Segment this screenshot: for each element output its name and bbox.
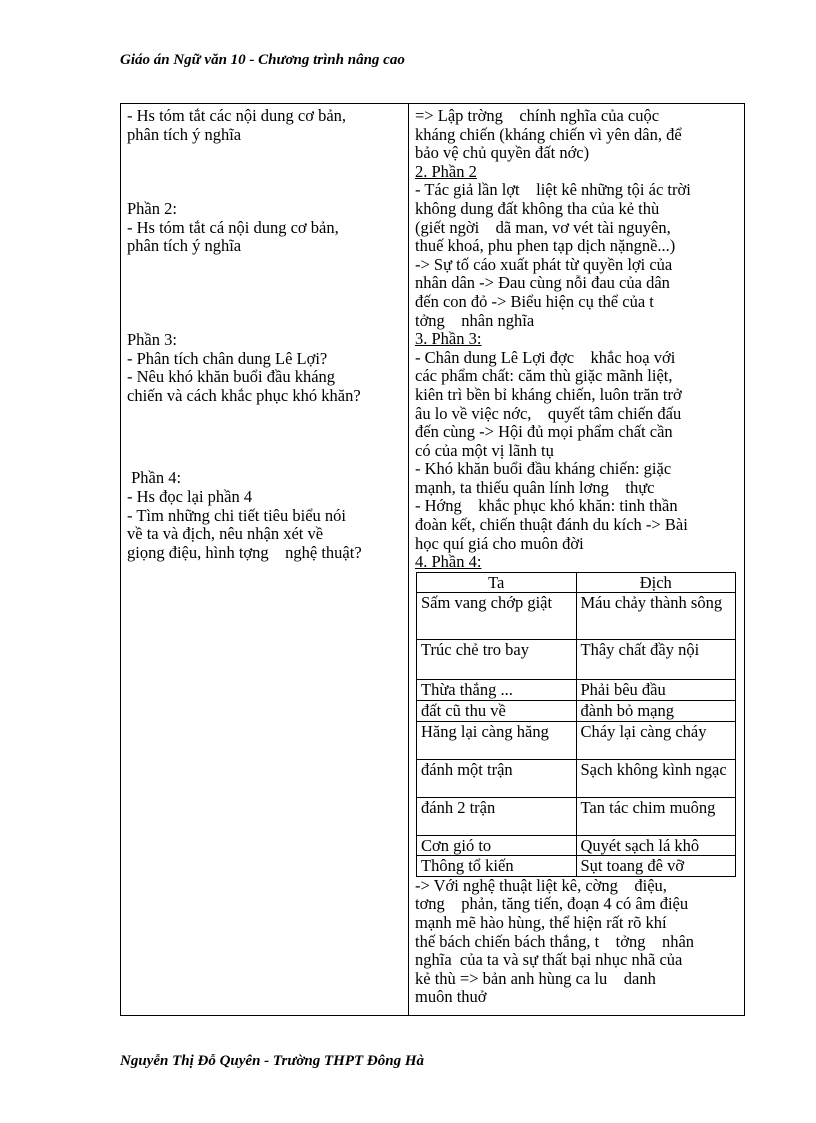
text-line: Phần 4: bbox=[127, 468, 182, 488]
page-footer: Nguyễn Thị Đỗ Quyên - Trường THPT Đông Hà bbox=[120, 1053, 424, 1069]
table-row bbox=[417, 797, 736, 835]
table-cell: Quyét sạch lá khô bbox=[576, 835, 736, 856]
text-line: - Tìm những chi tiết tiêu biểu nói bbox=[127, 505, 346, 525]
text-line: tởng nhân nghĩa bbox=[415, 310, 535, 330]
table-cell: Cháy lại càng cháy bbox=[576, 721, 736, 759]
text-line: giọng điệu, hình tợng nghệ thuật? bbox=[127, 542, 362, 562]
text-line: các phẩm chất: căm thù giặc mãnh liệt, bbox=[415, 366, 673, 386]
text-line: - Hs tóm tắt cá nội dung cơ bản, bbox=[127, 217, 339, 237]
student-content-column bbox=[415, 107, 740, 1007]
left-part1 bbox=[127, 107, 402, 144]
text-line: nghĩa của ta và sự thất bại nhục nhã của bbox=[415, 950, 683, 970]
table-row bbox=[417, 701, 736, 722]
text-line: không dung đất không tha của kẻ thù bbox=[415, 198, 660, 218]
table-cell: Sạch không kình ngạc bbox=[576, 759, 736, 797]
text-line: bảo vệ chủ quyền đất nớc) bbox=[415, 143, 590, 163]
text-line: - Hs đọc lại phần 4 bbox=[127, 486, 253, 506]
table-cell: Cơn gió to bbox=[417, 835, 577, 856]
table-row bbox=[417, 593, 736, 640]
right-part4-conclusion bbox=[415, 877, 740, 1007]
table-row bbox=[417, 721, 736, 759]
table-cell: đánh 2 trận bbox=[417, 797, 577, 835]
text-line: -> Với nghệ thuật liệt kê, cờng điệu, bbox=[415, 875, 667, 895]
text-line: thế bách chiến bách thắng, t tởng nhân bbox=[415, 931, 695, 951]
table-row bbox=[417, 759, 736, 797]
text-line: muôn thuở bbox=[415, 987, 487, 1007]
table-cell: đất cũ thu về bbox=[417, 701, 577, 722]
text-line: Phần 3: bbox=[127, 329, 177, 349]
comparison-table bbox=[416, 572, 736, 877]
text-line: - Hớng khắc phục khó khăn: tinh thần bbox=[415, 496, 678, 516]
text-line: -> Sự tố cáo xuất phát từ quyền lợi của bbox=[415, 254, 673, 274]
table-cell: Hăng lại càng hăng bbox=[417, 721, 577, 759]
text-line: Phần 2: bbox=[127, 199, 177, 219]
page-header: Giáo án Ngữ văn 10 - Chương trình nâng cao bbox=[120, 52, 405, 68]
left-part4 bbox=[127, 469, 402, 562]
text-line: - Chân dung Lê Lợi đợc khắc hoạ với bbox=[415, 347, 676, 367]
text-line: - Khó khăn buổi đầu kháng chiến: giặc bbox=[415, 459, 672, 479]
table-cell: Sụt toang đê vỡ bbox=[576, 856, 736, 877]
text-line: học quí giá cho muôn đời bbox=[415, 533, 584, 553]
text-line: (giết ngời dã man, vơ vét tài nguyên, bbox=[415, 217, 671, 237]
text-line: => Lập trờng chính nghĩa của cuộc bbox=[415, 106, 660, 125]
column-header-ta: Ta bbox=[417, 572, 577, 593]
text-line: chiến và cách khắc phục khó khăn? bbox=[127, 385, 361, 405]
text-line: - Hs tóm tắt các nội dung cơ bản, bbox=[127, 106, 347, 125]
table-cell: Máu chảy thành sông bbox=[576, 593, 736, 640]
table-cell: Thông tổ kiến bbox=[417, 856, 577, 877]
table-cell: Tan tác chim muông bbox=[576, 797, 736, 835]
table-cell: Thừa thắng ... bbox=[417, 680, 577, 701]
right-part2 bbox=[415, 181, 740, 330]
text-line: về ta và địch, nêu nhận xét về bbox=[127, 524, 324, 544]
lesson-table bbox=[120, 103, 745, 1016]
table-cell: Sấm vang chớp giật bbox=[417, 593, 577, 640]
text-line: - Tác giả lần lợt liệt kê những tội ác trời bbox=[415, 180, 691, 200]
text-line: tơng phản, tăng tiến, đoạn 4 có âm điệu bbox=[415, 894, 689, 914]
table-cell: đành bỏ mạng bbox=[576, 701, 736, 722]
table-cell: đánh một trận bbox=[417, 759, 577, 797]
column-divider bbox=[408, 104, 409, 1015]
text-line: mạnh mẽ hào hùng, thể hiện rất rõ khí bbox=[415, 913, 667, 932]
text-line: - Nêu khó khăn buổi đầu kháng bbox=[127, 367, 336, 387]
text-line: kẻ thù => bản anh hùng ca lu danh bbox=[415, 968, 656, 988]
right-part3 bbox=[415, 349, 740, 554]
text-line: đến con đỏ -> Biểu hiện cụ thể của t bbox=[415, 291, 654, 311]
section-heading: 3. Phần 3: bbox=[415, 329, 482, 349]
left-part3 bbox=[127, 331, 402, 405]
table-row bbox=[417, 856, 736, 877]
section-heading: 4. Phần 4: bbox=[415, 552, 482, 572]
text-line: nhân dân -> Đau cùng nỗi đau của dân bbox=[415, 273, 670, 293]
text-line: đoàn kết, chiến thuật đánh du kích -> Bài bbox=[415, 515, 688, 535]
table-header-row bbox=[417, 572, 736, 593]
text-line: âu lo về việc nớc, quyết tâm chiến đấu bbox=[415, 403, 682, 423]
text-line: đến cùng -> Hội đủ mọi phẩm chất cần bbox=[415, 422, 673, 442]
table-row bbox=[417, 835, 736, 856]
text-line: có của một vị lãnh tụ bbox=[415, 440, 554, 460]
text-line: phân tích ý nghĩa bbox=[127, 124, 242, 144]
text-line: mạnh, ta thiếu quân lính lơng thực bbox=[415, 477, 655, 497]
table-row bbox=[417, 640, 736, 680]
left-part2 bbox=[127, 200, 402, 256]
table-cell: Thây chất đầy nội bbox=[576, 640, 736, 680]
text-line: - Phân tích chân dung Lê Lợi? bbox=[127, 348, 328, 368]
table-cell: Phải bêu đầu bbox=[576, 680, 736, 701]
text-line: kháng chiến (kháng chiến vì yên dân, để bbox=[415, 124, 682, 144]
text-line: thuế khoá, phu phen tạp dịch nặngnề...) bbox=[415, 236, 676, 256]
text-line: phân tích ý nghĩa bbox=[127, 236, 242, 256]
right-part1 bbox=[415, 107, 740, 163]
section-heading: 2. Phần 2 bbox=[415, 161, 477, 181]
column-header-dich: Địch bbox=[576, 572, 736, 593]
text-line: kiên trì bền bỉ kháng chiến, luôn trăn trở bbox=[415, 384, 682, 404]
teacher-activity-column bbox=[127, 107, 402, 562]
table-cell: Trúc chẻ tro bay bbox=[417, 640, 577, 680]
table-row bbox=[417, 680, 736, 701]
